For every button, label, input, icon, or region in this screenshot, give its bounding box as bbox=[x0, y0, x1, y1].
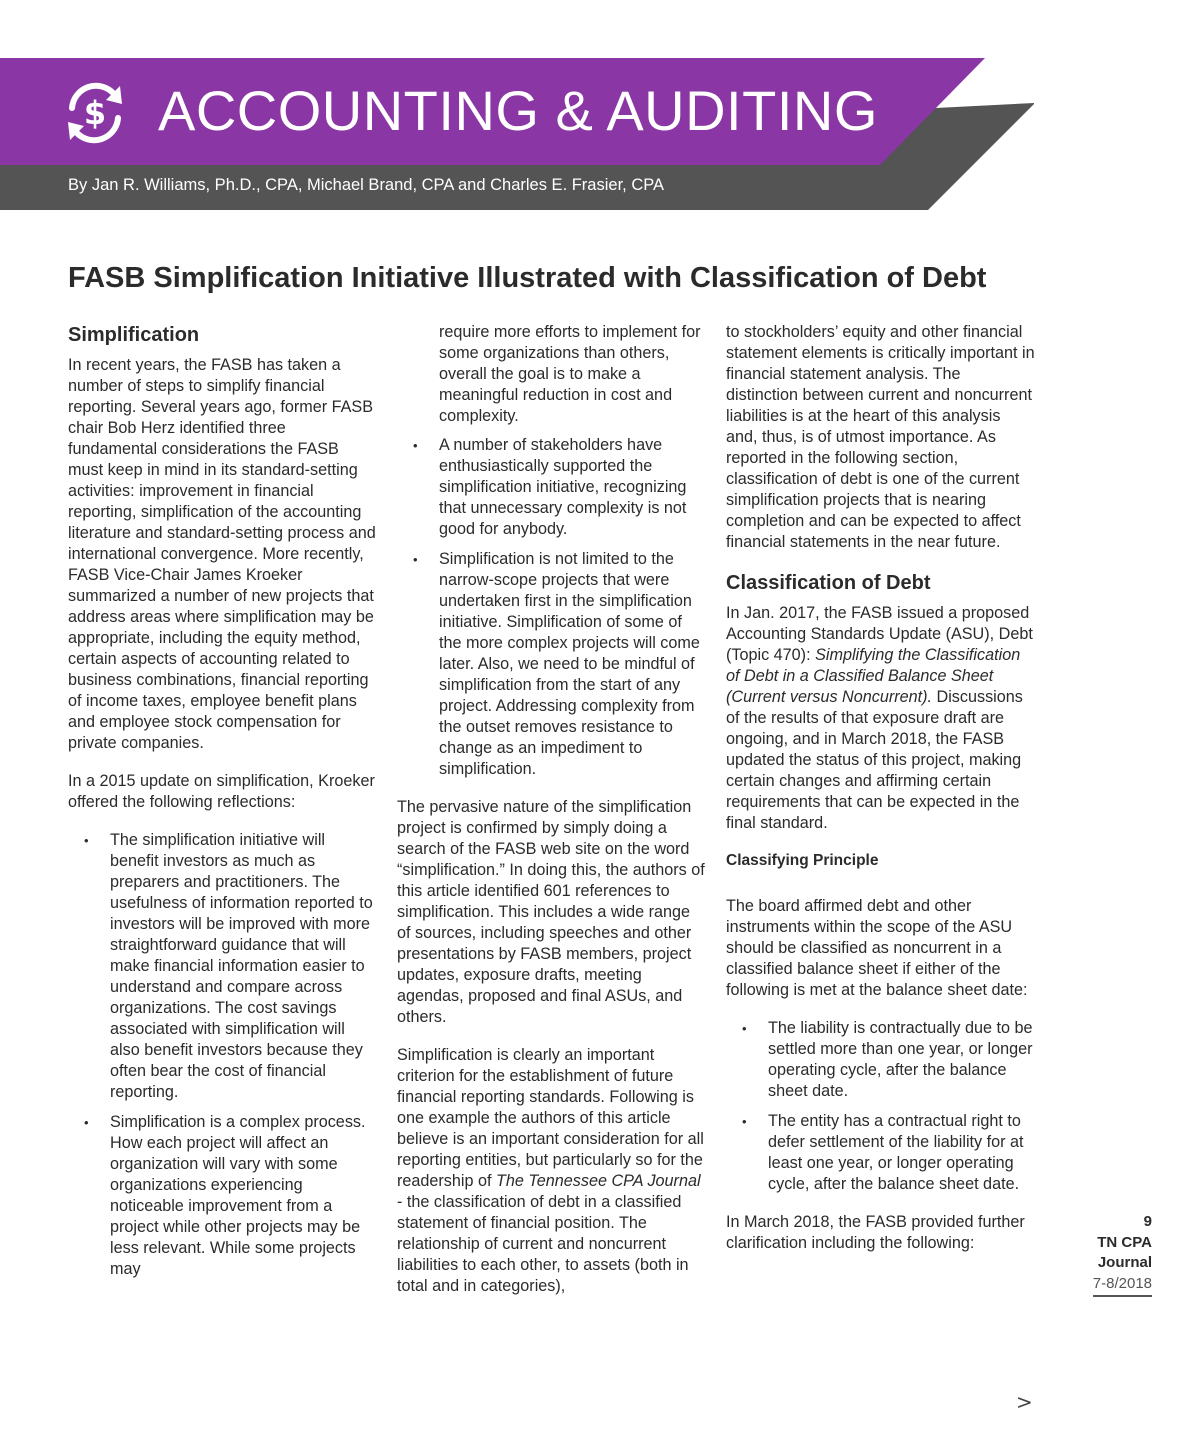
list-item: • The entity has a contractual right to defer settlement of the liability for at least one year, or longer operating cycle, after the balance sheet date. bbox=[726, 1111, 1036, 1195]
asu-title: Simplifying the Classification of Debt in a Classified Balance Sheet (Current versus Noncurrent). bbox=[726, 646, 1021, 706]
heading-classification-of-debt: Classification of Debt bbox=[726, 572, 931, 594]
dollar-cycle-icon bbox=[62, 80, 128, 146]
paragraph: In recent years, the FASB has taken a number of steps to simplify financial reporting. Several years ago, former FASB chair Bob Herz identified three fundamental considerations the FASB must keep in mind in its standard-setting activities: improvement in financial reporting, simplification of the accounting literature and standard-setting process and international convergence. More recently, FASB Vice-Chair James Kroeker summarized a number of new projects that address areas where simplification may be appropriate, including the equity method, certain aspects of accounting related to business combinations, financial reporting of income taxes, employee benefit plans and employee stock compensation for private companies. bbox=[68, 356, 376, 752]
text-run: Discussions of the results of that exposure draft are ongoing, and in March 2018, the FASB updated the status of this project, making certain changes and affirming certain requirements that can be expected in the final standard. bbox=[726, 688, 1023, 832]
text-run: - the classification of debt in a classified statement of financial position. The relationship of current and noncurrent liabilities to each other, to assets (both in total and in categories), bbox=[397, 1193, 689, 1295]
column-1 bbox=[68, 322, 378, 1297]
text-run: Simplification is clearly an important criterion for the establishment of future financial reporting standards. Following is one example the authors of this article believe is an important consideration for all reporting entities, but particularly so for the readership of bbox=[397, 1046, 704, 1190]
publication-name-line2: Journal bbox=[1097, 1254, 1152, 1271]
paragraph: In March 2018, the FASB provided further clarification including the following: bbox=[726, 1213, 1025, 1252]
paragraph bbox=[397, 1045, 707, 1297]
svg-text:$: $ bbox=[83, 94, 107, 132]
bullet-list bbox=[726, 1018, 1036, 1195]
paragraph: The board affirmed debt and other instruments within the scope of the ASU should be classified as noncurrent in a classified balance sheet if either of the following is met at the balance sheet date: bbox=[726, 897, 1028, 999]
subheading-classifying-principle: Classifying Principle bbox=[726, 852, 879, 869]
list-item: • Simplification is a complex process. How each project will affect an organization will vary with some organizations experiencing noticeable improvement from a project while other projects may be less relevant. While some projects may bbox=[68, 1112, 378, 1280]
article-title: FASB Simplification Initiative Illustrated with Classification of Debt bbox=[68, 262, 987, 294]
byline: By Jan R. Williams, Ph.D., CPA, Michael Brand, CPA and Charles E. Frasier, CPA bbox=[68, 176, 665, 194]
column-2 bbox=[397, 322, 707, 1314]
issue-date: 7-8/2018 bbox=[1093, 1274, 1152, 1298]
next-page-arrow[interactable]: > bbox=[1016, 1390, 1033, 1414]
bullet-list bbox=[397, 435, 707, 780]
page-footer bbox=[1080, 1212, 1152, 1297]
bullet-list bbox=[68, 830, 378, 1280]
list-item: • The liability is contractually due to be settled more than one year, or longer operating cycle, after the balance sheet date. bbox=[726, 1018, 1036, 1102]
paragraph: In a 2015 update on simplification, Kroeker offered the following reflections: bbox=[68, 772, 375, 811]
list-item: • The simplification initiative will benefit investors as much as preparers and practitioners. The usefulness of information reported to investors will be improved with more straightforward guidance that will make financial information easier to understand and compare across organizations. The cost savings associated with simplification will also benefit investors because they often bear the cost of financial reporting. bbox=[68, 830, 378, 1103]
journal-name: The Tennessee CPA Journal bbox=[495, 1172, 701, 1190]
section-title: ACCOUNTING & AUDITING bbox=[158, 79, 878, 142]
column-3 bbox=[726, 322, 1036, 1271]
list-item: • Simplification is not limited to the narrow-scope projects that were undertaken first in the simplification initiative. Simplification of some of the more complex projects will come later. Also, we need to be mindful of simplification from the start of any project. Addressing complexity from the outset removes resistance to change as an impediment to simplification. bbox=[397, 549, 707, 780]
paragraph-continued: require more efforts to implement for some organizations than others, overall the goal is to make a meaningful reduction in cost and complexity. bbox=[439, 323, 701, 425]
list-item: • A number of stakeholders have enthusiastically supported the simplification initiative, recognizing that unnecessary complexity is not good for anybody. bbox=[397, 435, 707, 540]
paragraph: The pervasive nature of the simplification project is confirmed by simply doing a search of the FASB web site on the word “simplification.” In doing this, the authors of this article identified 601 references to simplification. This includes a wide range of sources, including speeches and other presentations by FASB members, project updates, exposure drafts, meeting agendas, proposed and final ASUs, and others. bbox=[397, 798, 705, 1026]
publication-name: TN CPA bbox=[1097, 1233, 1152, 1251]
heading-simplification: Simplification bbox=[68, 324, 200, 346]
paragraph-continued: to stockholders’ equity and other financial statement elements is critically important in financial statement analysis. The distinction between current and noncurrent liabilities is at the heart of this analysis and, thus, is of utmost importance. As reported in the following section, classification of debt is one of the current simplification projects that is nearing completion and can be expected to affect financial statements in the near future. bbox=[726, 323, 1035, 551]
text-run: In Jan. 2017, the FASB issued a proposed Accounting Standards Update (ASU), Debt (Topic 470): bbox=[726, 604, 1033, 664]
paragraph bbox=[726, 603, 1036, 834]
page-number: 9 bbox=[1143, 1213, 1152, 1230]
